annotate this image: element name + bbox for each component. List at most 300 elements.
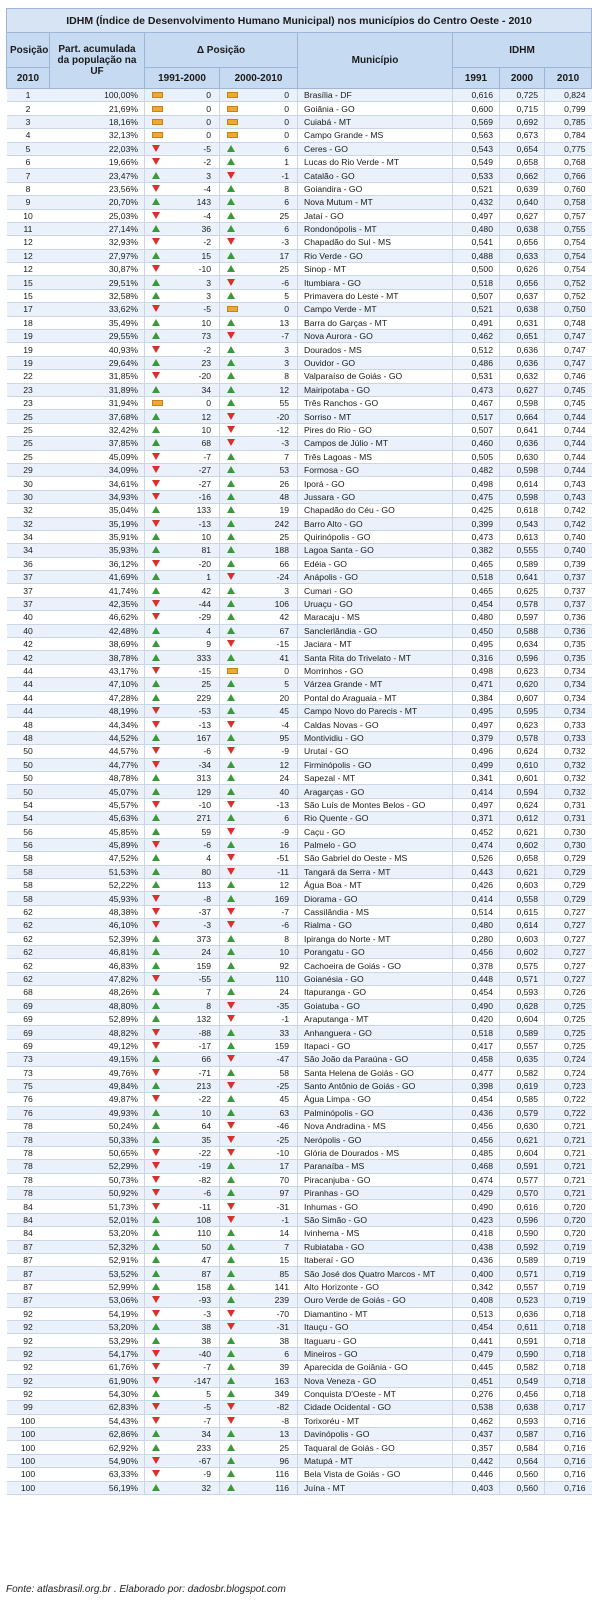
cell-delta-2000-2010 (220, 1454, 298, 1467)
table-row (7, 89, 592, 102)
cell-delta-1991-2000 (145, 771, 220, 784)
delta-value: 373 (196, 933, 211, 944)
cell-delta-2000-2010 (220, 330, 298, 343)
delta-value: -47 (276, 1054, 289, 1065)
cell-municipio: Nova Mutum - MT (298, 196, 453, 209)
table-row (7, 544, 592, 557)
cell-delta-1991-2000 (145, 1361, 220, 1374)
cell-idhm-1991: 0,454 (453, 1093, 500, 1106)
cell-municipio: Diamantino - MT (298, 1307, 453, 1320)
table-row (7, 852, 592, 865)
cell-part: 27,14% (50, 222, 145, 235)
cell-delta-1991-2000 (145, 986, 220, 999)
cell-idhm-2010: 0,734 (545, 664, 592, 677)
cell-posicao: 37 (7, 597, 50, 610)
delta-value: -6 (281, 920, 289, 931)
delta-value: 1 (284, 157, 289, 168)
cell-idhm-1991: 0,518 (453, 1026, 500, 1039)
delta-value: -37 (198, 907, 211, 918)
arrow-up-icon (152, 439, 160, 446)
arrow-up-icon (152, 1002, 160, 1009)
arrow-down-icon (152, 1350, 160, 1357)
cell-idhm-2010: 0,734 (545, 691, 592, 704)
cell-idhm-1991: 0,458 (453, 1053, 500, 1066)
delta-value: -6 (203, 1188, 211, 1199)
arrow-up-icon (227, 587, 235, 594)
delta-value: 92 (279, 960, 289, 971)
arrow-up-icon (227, 1256, 235, 1263)
arrow-down-icon (227, 1015, 235, 1022)
table-row (7, 182, 592, 195)
arrow-down-icon (152, 801, 160, 808)
cell-municipio: Juína - MT (298, 1481, 453, 1494)
cell-part: 54,30% (50, 1387, 145, 1400)
cell-idhm-1991: 0,533 (453, 169, 500, 182)
arrow-up-icon (227, 1042, 235, 1049)
cell-delta-2000-2010 (220, 155, 298, 168)
cell-idhm-2000: 0,589 (500, 1253, 545, 1266)
cell-idhm-2010: 0,775 (545, 142, 592, 155)
cell-delta-1991-2000 (145, 1093, 220, 1106)
cell-idhm-2000: 0,636 (500, 1307, 545, 1320)
cell-idhm-1991: 0,473 (453, 383, 500, 396)
cell-idhm-1991: 0,512 (453, 343, 500, 356)
cell-delta-1991-2000 (145, 1240, 220, 1253)
delta-value: 34 (201, 1429, 211, 1440)
delta-value: 33 (279, 1027, 289, 1038)
cell-delta-2000-2010 (220, 196, 298, 209)
delta-value: -9 (281, 826, 289, 837)
table-row (7, 222, 592, 235)
cell-delta-2000-2010 (220, 865, 298, 878)
arrow-up-icon (227, 533, 235, 540)
cell-idhm-1991: 0,417 (453, 1039, 500, 1052)
arrow-down-icon (227, 921, 235, 928)
arrow-up-icon (152, 533, 160, 540)
no-change-icon (152, 92, 163, 98)
table-row (7, 343, 592, 356)
arrow-up-icon (227, 962, 235, 969)
cell-posicao: 87 (7, 1280, 50, 1293)
cell-idhm-1991: 0,473 (453, 530, 500, 543)
arrow-up-icon (227, 265, 235, 272)
cell-municipio: Sinop - MT (298, 263, 453, 276)
arrow-up-icon (152, 506, 160, 513)
arrow-up-icon (227, 386, 235, 393)
cell-idhm-1991: 0,371 (453, 812, 500, 825)
cell-part: 52,99% (50, 1280, 145, 1293)
arrow-down-icon (152, 721, 160, 728)
arrow-up-icon (227, 1243, 235, 1250)
cell-municipio: Valparaíso de Goiás - GO (298, 370, 453, 383)
cell-delta-1991-2000 (145, 879, 220, 892)
cell-posicao: 75 (7, 1079, 50, 1092)
cell-posicao: 69 (7, 999, 50, 1012)
arrow-up-icon (152, 573, 160, 580)
arrow-up-icon (227, 600, 235, 607)
table-row (7, 1227, 592, 1240)
cell-delta-1991-2000 (145, 129, 220, 142)
arrow-up-icon (152, 988, 160, 995)
cell-municipio: Taquaral de Goiás - GO (298, 1441, 453, 1454)
cell-delta-2000-2010 (220, 1320, 298, 1333)
cell-delta-1991-2000 (145, 1106, 220, 1119)
cell-delta-1991-2000 (145, 1187, 220, 1200)
delta-value: 143 (196, 197, 211, 208)
cell-idhm-2000: 0,591 (500, 1160, 545, 1173)
cell-idhm-2010: 0,729 (545, 852, 592, 865)
table-row (7, 651, 592, 664)
cell-delta-2000-2010 (220, 1213, 298, 1226)
cell-idhm-1991: 0,456 (453, 1120, 500, 1133)
delta-value: 70 (279, 1174, 289, 1185)
cell-idhm-2010: 0,754 (545, 236, 592, 249)
delta-value: 110 (275, 973, 289, 984)
cell-municipio: Itapaci - GO (298, 1039, 453, 1052)
cell-municipio: Urutaí - GO (298, 745, 453, 758)
delta-value: -31 (276, 1201, 289, 1212)
cell-idhm-2010: 0,719 (545, 1280, 592, 1293)
delta-value: 12 (201, 411, 211, 422)
cell-delta-1991-2000 (145, 1120, 220, 1133)
cell-idhm-2010: 0,740 (545, 530, 592, 543)
cell-delta-2000-2010 (220, 1146, 298, 1159)
table-row (7, 263, 592, 276)
cell-idhm-2010: 0,824 (545, 89, 592, 102)
arrow-up-icon (227, 493, 235, 500)
arrow-up-icon (152, 198, 160, 205)
cell-delta-1991-2000 (145, 263, 220, 276)
cell-idhm-1991: 0,521 (453, 182, 500, 195)
cell-idhm-2010: 0,752 (545, 276, 592, 289)
delta-value: 38 (201, 1322, 211, 1333)
cell-part: 53,20% (50, 1227, 145, 1240)
arrow-down-icon (152, 346, 160, 353)
cell-idhm-1991: 0,497 (453, 209, 500, 222)
table-row (7, 959, 592, 972)
cell-idhm-2000: 0,631 (500, 316, 545, 329)
table-row (7, 932, 592, 945)
cell-posicao: 87 (7, 1267, 50, 1280)
cell-delta-1991-2000 (145, 356, 220, 369)
delta-value: 5 (206, 1389, 211, 1400)
cell-municipio: Palminópolis - GO (298, 1106, 453, 1119)
cell-delta-1991-2000 (145, 999, 220, 1012)
cell-delta-2000-2010 (220, 530, 298, 543)
delta-value: 1 (206, 572, 211, 583)
cell-posicao: 30 (7, 490, 50, 503)
table-row (7, 972, 592, 985)
delta-value: 73 (201, 331, 211, 342)
cell-idhm-2000: 0,621 (500, 825, 545, 838)
cell-part: 32,42% (50, 423, 145, 436)
cell-idhm-2000: 0,633 (500, 249, 545, 262)
cell-idhm-2000: 0,673 (500, 129, 545, 142)
cell-idhm-2010: 0,732 (545, 771, 592, 784)
table-row (7, 838, 592, 851)
no-change-icon (227, 106, 238, 112)
cell-part: 22,03% (50, 142, 145, 155)
cell-delta-2000-2010 (220, 1012, 298, 1025)
cell-delta-1991-2000 (145, 196, 220, 209)
cell-idhm-2000: 0,630 (500, 450, 545, 463)
delta-value: 0 (206, 116, 211, 127)
delta-value: 36 (201, 224, 211, 235)
table-row (7, 1093, 592, 1106)
cell-idhm-1991: 0,488 (453, 249, 500, 262)
cell-idhm-1991: 0,600 (453, 102, 500, 115)
cell-posicao: 19 (7, 343, 50, 356)
cell-delta-1991-2000 (145, 691, 220, 704)
cell-part: 62,86% (50, 1428, 145, 1441)
header-idhm-2010: 2010 (545, 68, 592, 89)
delta-value: -4 (203, 210, 211, 221)
cell-delta-2000-2010 (220, 1374, 298, 1387)
table-row (7, 664, 592, 677)
arrow-up-icon (227, 988, 235, 995)
cell-idhm-2000: 0,692 (500, 115, 545, 128)
arrow-down-icon (227, 1149, 235, 1156)
cell-delta-1991-2000 (145, 102, 220, 115)
cell-delta-2000-2010 (220, 1401, 298, 1414)
table-row (7, 437, 592, 450)
arrow-up-icon (152, 1323, 160, 1330)
cell-part: 31,85% (50, 370, 145, 383)
arrow-down-icon (227, 413, 235, 420)
delta-value: 233 (196, 1442, 211, 1453)
cell-idhm-1991: 0,436 (453, 1253, 500, 1266)
arrow-down-icon (227, 1216, 235, 1223)
delta-value: 10 (201, 424, 211, 435)
cell-part: 46,83% (50, 959, 145, 972)
cell-idhm-2000: 0,616 (500, 1200, 545, 1213)
cell-posicao: 32 (7, 517, 50, 530)
arrow-up-icon (227, 292, 235, 299)
cell-delta-2000-2010 (220, 1468, 298, 1481)
delta-value: 12 (279, 384, 289, 395)
cell-delta-1991-2000 (145, 1039, 220, 1052)
cell-posicao: 54 (7, 812, 50, 825)
cell-idhm-2000: 0,543 (500, 517, 545, 530)
cell-idhm-2010: 0,720 (545, 1200, 592, 1213)
arrow-up-icon (227, 694, 235, 701)
cell-part: 62,92% (50, 1441, 145, 1454)
cell-delta-1991-2000 (145, 383, 220, 396)
table-row (7, 289, 592, 302)
delta-value: 24 (201, 947, 211, 958)
cell-municipio: Goianésia - GO (298, 972, 453, 985)
delta-value: 0 (206, 398, 211, 409)
cell-idhm-2010: 0,727 (545, 932, 592, 945)
arrow-up-icon (227, 1229, 235, 1236)
cell-idhm-2000: 0,523 (500, 1294, 545, 1307)
cell-delta-2000-2010 (220, 517, 298, 530)
cell-idhm-2000: 0,603 (500, 879, 545, 892)
delta-value: -29 (198, 612, 211, 623)
cell-idhm-2010: 0,755 (545, 222, 592, 235)
delta-value: 25 (279, 1442, 289, 1453)
cell-municipio: Sapezal - MT (298, 771, 453, 784)
table-row (7, 704, 592, 717)
cell-delta-1991-2000 (145, 1133, 220, 1146)
cell-part: 18,16% (50, 115, 145, 128)
cell-idhm-2000: 0,626 (500, 263, 545, 276)
cell-posicao: 3 (7, 115, 50, 128)
cell-municipio: Santo Antônio de Goiás - GO (298, 1079, 453, 1092)
cell-idhm-2000: 0,627 (500, 209, 545, 222)
cell-idhm-2010: 0,719 (545, 1253, 592, 1266)
cell-municipio: Mineiros - GO (298, 1347, 453, 1360)
cell-delta-2000-2010 (220, 1079, 298, 1092)
cell-posicao: 62 (7, 959, 50, 972)
delta-value: 41 (279, 652, 289, 663)
arrow-up-icon (152, 1270, 160, 1277)
no-change-icon (227, 119, 238, 125)
header-posicao-year: 2010 (7, 68, 50, 89)
table-row (7, 477, 592, 490)
arrow-up-icon (227, 1029, 235, 1036)
cell-municipio: Uruaçu - GO (298, 597, 453, 610)
arrow-up-icon (227, 145, 235, 152)
table-row (7, 1253, 592, 1266)
cell-idhm-2010: 0,718 (545, 1387, 592, 1400)
cell-delta-2000-2010 (220, 504, 298, 517)
cell-delta-2000-2010 (220, 129, 298, 142)
cell-municipio: Jussara - GO (298, 490, 453, 503)
cell-municipio: Quirinópolis - GO (298, 530, 453, 543)
arrow-up-icon (152, 225, 160, 232)
cell-delta-1991-2000 (145, 249, 220, 262)
cell-idhm-2010: 0,716 (545, 1414, 592, 1427)
cell-idhm-1991: 0,378 (453, 959, 500, 972)
cell-delta-2000-2010 (220, 1093, 298, 1106)
cell-municipio: Primavera do Leste - MT (298, 289, 453, 302)
cell-idhm-2000: 0,715 (500, 102, 545, 115)
arrow-up-icon (152, 1390, 160, 1397)
table-row (7, 812, 592, 825)
cell-delta-2000-2010 (220, 169, 298, 182)
arrow-up-icon (152, 1136, 160, 1143)
cell-idhm-2000: 0,638 (500, 1401, 545, 1414)
delta-value: -7 (281, 907, 289, 918)
delta-value: -82 (198, 1174, 211, 1185)
cell-delta-1991-2000 (145, 89, 220, 102)
cell-part: 48,19% (50, 704, 145, 717)
cell-delta-1991-2000 (145, 169, 220, 182)
delta-value: 169 (274, 893, 289, 904)
cell-idhm-1991: 0,482 (453, 463, 500, 476)
arrow-up-icon (152, 1444, 160, 1451)
cell-idhm-2010: 0,730 (545, 838, 592, 851)
delta-value: 6 (284, 1348, 289, 1359)
cell-idhm-2000: 0,592 (500, 1240, 545, 1253)
arrow-up-icon (227, 1337, 235, 1344)
cell-municipio: Rio Verde - GO (298, 249, 453, 262)
cell-delta-1991-2000 (145, 155, 220, 168)
cell-idhm-2000: 0,658 (500, 852, 545, 865)
cell-delta-2000-2010 (220, 1106, 298, 1119)
cell-delta-2000-2010 (220, 343, 298, 356)
cell-posicao: 100 (7, 1481, 50, 1494)
table-row (7, 1374, 592, 1387)
cell-delta-2000-2010 (220, 731, 298, 744)
cell-idhm-2000: 0,610 (500, 758, 545, 771)
delta-value: 6 (284, 813, 289, 824)
cell-posicao: 44 (7, 678, 50, 691)
cell-idhm-2000: 0,632 (500, 370, 545, 383)
cell-delta-2000-2010 (220, 1347, 298, 1360)
cell-posicao: 100 (7, 1441, 50, 1454)
cell-municipio: Ceres - GO (298, 142, 453, 155)
cell-part: 32,93% (50, 236, 145, 249)
cell-idhm-1991: 0,414 (453, 892, 500, 905)
cell-delta-2000-2010 (220, 771, 298, 784)
arrow-down-icon (227, 640, 235, 647)
cell-idhm-2010: 0,736 (545, 624, 592, 637)
cell-delta-2000-2010 (220, 972, 298, 985)
cell-idhm-2000: 0,651 (500, 330, 545, 343)
cell-idhm-1991: 0,357 (453, 1441, 500, 1454)
cell-municipio: Anápolis - GO (298, 571, 453, 584)
cell-delta-2000-2010 (220, 1187, 298, 1200)
arrow-down-icon (227, 573, 235, 580)
table-row (7, 1334, 592, 1347)
cell-idhm-2010: 0,731 (545, 798, 592, 811)
arrow-down-icon (227, 721, 235, 728)
cell-part: 21,69% (50, 102, 145, 115)
cell-idhm-2010: 0,743 (545, 490, 592, 503)
cell-municipio: Davinópolis - GO (298, 1428, 453, 1441)
cell-municipio: Ipiranga do Norte - MT (298, 932, 453, 945)
table-container (6, 8, 591, 1495)
delta-value: 20 (279, 692, 289, 703)
cell-municipio: Rio Quente - GO (298, 812, 453, 825)
arrow-up-icon (152, 386, 160, 393)
cell-idhm-1991: 0,500 (453, 263, 500, 276)
cell-delta-1991-2000 (145, 905, 220, 918)
cell-delta-2000-2010 (220, 798, 298, 811)
cell-delta-1991-2000 (145, 330, 220, 343)
cell-municipio: Lagoa Santa - GO (298, 544, 453, 557)
cell-municipio: Nova Aurora - GO (298, 330, 453, 343)
cell-part: 29,55% (50, 330, 145, 343)
delta-value: -17 (198, 1040, 211, 1051)
arrow-up-icon (227, 1363, 235, 1370)
cell-part: 35,04% (50, 504, 145, 517)
delta-value: -25 (276, 1081, 289, 1092)
delta-value: -1 (281, 1215, 289, 1225)
arrow-down-icon (152, 305, 160, 312)
cell-posicao: 2 (7, 102, 50, 115)
table-row (7, 1401, 592, 1414)
arrow-down-icon (152, 1176, 160, 1183)
delta-value: 16 (279, 840, 289, 851)
cell-idhm-1991: 0,496 (453, 745, 500, 758)
cell-delta-1991-2000 (145, 1307, 220, 1320)
delta-value: 116 (275, 1482, 289, 1493)
cell-idhm-2010: 0,721 (545, 1120, 592, 1133)
delta-value: 95 (279, 732, 289, 743)
cell-idhm-2010: 0,734 (545, 678, 592, 691)
cell-posicao: 40 (7, 624, 50, 637)
delta-value: 6 (284, 224, 289, 235)
cell-idhm-2010: 0,743 (545, 477, 592, 490)
cell-delta-2000-2010 (220, 624, 298, 637)
delta-value: 81 (201, 545, 211, 556)
table-row (7, 1267, 592, 1280)
cell-part: 46,81% (50, 946, 145, 959)
delta-value: -71 (198, 1067, 211, 1078)
